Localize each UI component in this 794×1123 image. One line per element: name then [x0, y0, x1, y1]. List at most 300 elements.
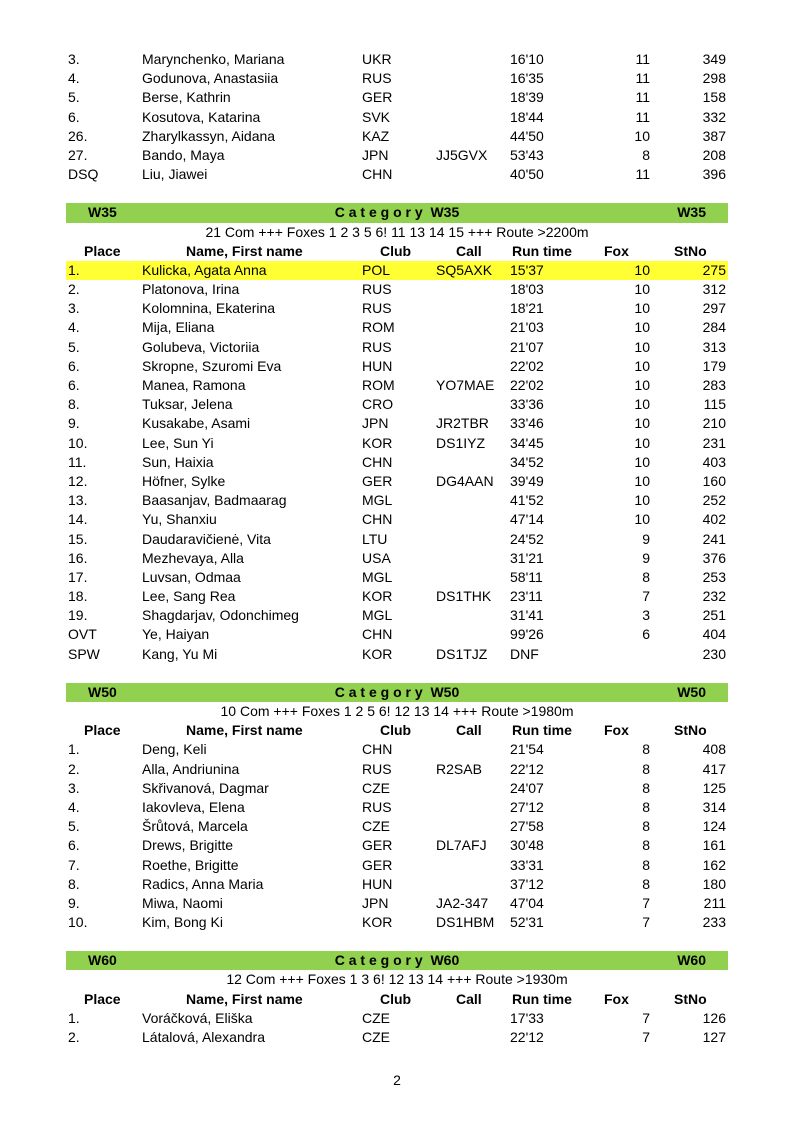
start-number-cell: 253: [702, 568, 726, 585]
start-number-cell: 252: [702, 492, 726, 509]
call-cell: DS1HBM: [436, 914, 495, 931]
name-cell: Mija, Eliana: [142, 319, 215, 336]
place-cell: 3.: [68, 51, 80, 67]
fox-cell: 8: [642, 856, 650, 873]
category-code-right: W50: [677, 683, 706, 700]
club-cell: JPN: [362, 146, 389, 163]
name-cell: Golubeva, Victoriia: [142, 338, 260, 355]
run-time-cell: 22'02: [510, 377, 544, 393]
run-time-cell: 31'21: [510, 549, 544, 566]
place-cell: 19.: [68, 607, 88, 624]
club-cell: SVK: [362, 108, 391, 125]
club-cell: UKR: [362, 51, 392, 67]
start-number-cell: 408: [702, 741, 726, 758]
name-cell: Sun, Haixia: [142, 453, 214, 470]
start-number-cell: 297: [702, 300, 726, 317]
category-code-center: W50: [430, 683, 460, 700]
place-cell: 6.: [68, 108, 80, 125]
run-time-cell: 34'52: [510, 453, 544, 470]
run-time-cell: 39'49: [510, 472, 544, 489]
category-word: C a t e g o r y: [334, 952, 423, 969]
start-number-cell: 284: [702, 319, 726, 336]
club-cell: CHN: [362, 511, 393, 528]
name-cell: Daudaravičienė, Vita: [142, 530, 271, 547]
call-cell: JR2TBR: [436, 415, 489, 432]
result-row: [66, 338, 728, 357]
run-time-cell: 17'33: [510, 1009, 544, 1026]
header-name: Name, First name: [186, 990, 303, 1007]
run-time-cell: 33'31: [510, 856, 544, 873]
club-cell: KAZ: [362, 127, 390, 144]
result-row: [66, 491, 728, 510]
header-call: Call: [456, 990, 482, 1007]
category-code-left: W60: [88, 952, 117, 969]
start-number-cell: 251: [702, 607, 726, 624]
start-number-cell: 230: [702, 645, 726, 662]
place-cell: 6.: [68, 837, 80, 854]
club-cell: HUN: [362, 875, 393, 892]
run-time-cell: 16'35: [510, 70, 544, 87]
header-place: Place: [84, 722, 121, 739]
call-cell: R2SAB: [436, 760, 482, 777]
run-time-cell: 33'46: [510, 415, 544, 432]
header-fox: Fox: [604, 242, 629, 259]
fox-cell: 11: [635, 89, 650, 106]
fox-cell: 10: [634, 300, 650, 317]
start-number-cell: 241: [702, 530, 726, 547]
run-time-cell: 18'21: [510, 300, 544, 317]
fox-cell: 7: [642, 1029, 650, 1045]
start-number-cell: 402: [702, 511, 726, 528]
start-number-cell: 162: [702, 856, 726, 873]
run-time-cell: 27'12: [510, 798, 544, 815]
start-number-cell: 233: [702, 914, 726, 931]
route-text: 21 Com +++ Foxes 1 2 3 5 6! 11 13 14 15 +++ Route >2200m: [205, 223, 589, 240]
result-row: [66, 376, 728, 395]
route-info: [66, 223, 728, 242]
club-cell: GER: [362, 89, 393, 106]
name-cell: Voráčková, Eliška: [142, 1009, 253, 1026]
result-row: [66, 146, 728, 165]
name-cell: Miwa, Naomi: [142, 894, 223, 911]
start-number-cell: 314: [702, 798, 726, 815]
place-cell: OVT: [68, 626, 97, 643]
category-code-right: W60: [677, 952, 706, 969]
start-number-cell: 387: [702, 127, 726, 144]
header-run-time: Run time: [512, 722, 572, 739]
place-cell: 26.: [68, 127, 88, 144]
category-bar: [66, 951, 728, 970]
run-time-cell: 18'44: [510, 108, 544, 125]
run-time-cell: 53'43: [510, 146, 544, 163]
club-cell: USA: [362, 549, 391, 566]
result-row: [66, 453, 728, 472]
place-cell: 2.: [68, 281, 80, 298]
club-cell: CHN: [362, 741, 393, 758]
result-row: [66, 472, 728, 491]
fox-cell: 11: [635, 51, 650, 67]
result-row: [66, 740, 728, 759]
name-cell: Manea, Ramona: [142, 377, 246, 393]
category-title: [66, 203, 728, 222]
run-time-cell: 41'52: [510, 492, 544, 509]
name-cell: Ye, Haiyan: [142, 626, 210, 643]
name-cell: Šrůtová, Marcela: [142, 818, 248, 835]
club-cell: KOR: [362, 434, 393, 451]
club-cell: GER: [362, 472, 393, 489]
place-cell: DSQ: [68, 166, 99, 183]
start-number-cell: 396: [702, 166, 726, 183]
start-number-cell: 275: [702, 261, 726, 278]
club-cell: RUS: [362, 281, 392, 298]
result-row: [66, 856, 728, 875]
header-run-time: Run time: [512, 242, 572, 259]
result-row: [66, 357, 728, 376]
header-fox: Fox: [604, 722, 629, 739]
results-page: [66, 50, 728, 1047]
fox-cell: 10: [634, 357, 650, 374]
name-cell: Látalová, Alexandra: [142, 1029, 265, 1045]
result-row: [66, 645, 728, 664]
fox-cell: 7: [642, 588, 650, 605]
start-number-cell: 332: [702, 108, 726, 125]
call-cell: DS1TJZ: [436, 645, 488, 662]
run-time-cell: 23'11: [510, 588, 543, 605]
place-cell: 14.: [68, 511, 88, 528]
result-row: [66, 414, 728, 433]
fox-cell: 10: [634, 127, 650, 144]
category-code-right: W35: [677, 204, 706, 221]
fox-cell: 8: [642, 568, 650, 585]
result-row: [66, 549, 728, 568]
run-time-cell: 22'12: [510, 1029, 544, 1045]
fox-cell: 8: [642, 837, 650, 854]
fox-cell: 10: [634, 472, 650, 489]
start-number-cell: 403: [702, 453, 726, 470]
place-cell: 5.: [68, 338, 80, 355]
club-cell: RUS: [362, 300, 392, 317]
route-info: [66, 702, 728, 721]
result-row: [66, 299, 728, 318]
name-cell: Zharylkassyn, Aidana: [142, 127, 276, 144]
header-place: Place: [84, 990, 121, 1007]
category-word: C a t e g o r y: [334, 204, 423, 221]
header-start-number: StNo: [674, 242, 707, 259]
result-row: [66, 587, 728, 606]
club-cell: HUN: [362, 357, 393, 374]
run-time-cell: 44'50: [510, 127, 544, 144]
place-cell: 13.: [68, 492, 88, 509]
result-row: [66, 280, 728, 299]
place-cell: 2.: [68, 1029, 80, 1045]
club-cell: RUS: [362, 338, 392, 355]
run-time-cell: 30'48: [510, 837, 544, 854]
category-word: C a t e g o r y: [334, 683, 423, 700]
route-text: 12 Com +++ Foxes 1 3 6! 12 13 14 +++ Route >1930m: [226, 971, 568, 988]
start-number-cell: 161: [702, 837, 726, 854]
header-club: Club: [380, 242, 412, 259]
result-row: [66, 69, 728, 88]
fox-cell: 8: [642, 760, 650, 777]
club-cell: JPN: [362, 415, 389, 432]
name-cell: Alla, Andriunina: [142, 760, 240, 777]
name-cell: Deng, Keli: [142, 741, 207, 758]
result-row: [66, 1009, 728, 1028]
place-cell: 4.: [68, 70, 80, 87]
header-start-number: StNo: [674, 722, 707, 739]
place-cell: 4.: [68, 798, 80, 815]
page-number: 2: [393, 1072, 401, 1088]
name-cell: Marynchenko, Mariana: [142, 51, 285, 67]
call-cell: DL7AFJ: [436, 837, 487, 854]
club-cell: MGL: [362, 492, 393, 509]
name-cell: Mezhevaya, Alla: [142, 549, 244, 566]
start-number-cell: 125: [702, 779, 726, 796]
name-cell: Skropne, Szuromi Eva: [142, 357, 282, 374]
result-row: [66, 50, 728, 69]
place-cell: 9.: [68, 894, 80, 911]
result-row: [66, 568, 728, 587]
name-cell: Baasanjav, Badmaarag: [142, 492, 287, 509]
name-cell: Iakovleva, Elena: [142, 798, 245, 815]
start-number-cell: 417: [702, 760, 726, 777]
result-row: [66, 836, 728, 855]
call-cell: SQ5AXK: [436, 261, 493, 278]
club-cell: CZE: [362, 779, 390, 796]
result-row: [66, 530, 728, 549]
club-cell: MGL: [362, 568, 393, 585]
name-cell: Kim, Bong Ki: [142, 914, 223, 931]
result-row: [66, 798, 728, 817]
place-cell: 11.: [68, 453, 87, 470]
place-cell: SPW: [68, 645, 100, 662]
header-start-number: StNo: [674, 990, 707, 1007]
place-cell: 10.: [68, 914, 88, 931]
result-row: [66, 318, 728, 337]
fox-cell: 8: [642, 818, 650, 835]
club-cell: GER: [362, 837, 393, 854]
fox-cell: 11: [635, 70, 650, 87]
place-cell: 8.: [68, 396, 80, 413]
column-header-row: [66, 721, 728, 740]
name-cell: Yu, Shanxiu: [142, 511, 217, 528]
place-cell: 12.: [68, 472, 88, 489]
club-cell: GER: [362, 856, 393, 873]
run-time-cell: 52'31: [510, 914, 544, 931]
place-cell: 9.: [68, 415, 80, 432]
name-cell: Kosutova, Katarina: [142, 108, 261, 125]
fox-cell: 8: [642, 146, 650, 163]
name-cell: Lee, Sang Rea: [142, 588, 236, 605]
category-title: [66, 951, 728, 970]
club-cell: CZE: [362, 1009, 390, 1026]
club-cell: LTU: [362, 530, 388, 547]
category-title: [66, 683, 728, 702]
call-cell: DS1IYZ: [436, 434, 486, 451]
category-code-left: W35: [88, 204, 117, 221]
fox-cell: 6: [642, 626, 650, 643]
start-number-cell: 376: [702, 549, 726, 566]
club-cell: JPN: [362, 894, 389, 911]
run-time-cell: 21'03: [510, 319, 544, 336]
start-number-cell: 313: [702, 338, 726, 355]
result-row: [66, 760, 728, 779]
name-cell: Skřivanová, Dagmar: [142, 779, 269, 796]
result-row: [66, 606, 728, 625]
fox-cell: 10: [634, 453, 650, 470]
club-cell: CHN: [362, 626, 393, 643]
run-time-cell: 22'12: [510, 760, 544, 777]
run-time-cell: 58'11: [510, 568, 543, 585]
fox-cell: 10: [634, 492, 650, 509]
start-number-cell: 180: [702, 875, 726, 892]
run-time-cell: 22'02: [510, 357, 544, 374]
column-header-row: [66, 990, 728, 1009]
header-name: Name, First name: [186, 242, 303, 259]
fox-cell: 7: [642, 914, 650, 931]
result-row: [66, 88, 728, 107]
fox-cell: 10: [634, 434, 650, 451]
name-cell: Berse, Kathrin: [142, 89, 231, 106]
name-cell: Bando, Maya: [142, 146, 225, 163]
start-number-cell: 298: [702, 70, 726, 87]
club-cell: RUS: [362, 70, 392, 87]
name-cell: Kulicka, Agata Anna: [142, 261, 267, 278]
run-time-cell: 21'54: [510, 741, 544, 758]
place-cell: 4.: [68, 319, 80, 336]
place-cell: 17.: [68, 568, 88, 585]
name-cell: Roethe, Brigitte: [142, 856, 239, 873]
run-time-cell: 34'45: [510, 434, 544, 451]
fox-cell: 8: [642, 875, 650, 892]
fox-cell: 11: [635, 108, 650, 125]
start-number-cell: 312: [702, 281, 726, 298]
place-cell: 8.: [68, 875, 80, 892]
fox-cell: 9: [642, 549, 650, 566]
route-info: [66, 970, 728, 989]
club-cell: CZE: [362, 818, 390, 835]
place-cell: 3.: [68, 300, 80, 317]
result-row: [66, 127, 728, 146]
place-cell: 6.: [68, 377, 80, 393]
name-cell: Lee, Sun Yi: [142, 434, 214, 451]
start-number-cell: 179: [702, 357, 726, 374]
place-cell: 6.: [68, 357, 80, 374]
header-place: Place: [84, 242, 121, 259]
fox-cell: 10: [634, 338, 650, 355]
start-number-cell: 283: [702, 377, 726, 393]
result-row: [66, 875, 728, 894]
club-cell: ROM: [362, 319, 395, 336]
run-time-cell: 18'03: [510, 281, 544, 298]
category-code-left: W50: [88, 683, 117, 700]
place-cell: 7.: [68, 856, 80, 873]
category-code-center: W60: [430, 952, 460, 969]
run-time-cell: DNF: [510, 645, 539, 662]
place-cell: 2.: [68, 760, 80, 777]
run-time-cell: 33'36: [510, 396, 544, 413]
start-number-cell: 115: [703, 396, 726, 413]
place-cell: 1.: [68, 261, 80, 278]
start-number-cell: 231: [702, 434, 726, 451]
run-time-cell: 31'41: [510, 607, 544, 624]
result-row-highlighted: [66, 261, 728, 280]
club-cell: ROM: [362, 377, 395, 393]
call-cell: JA2-347: [436, 894, 489, 911]
place-cell: 27.: [68, 146, 88, 163]
name-cell: Shagdarjav, Odonchimeg: [142, 607, 299, 624]
fox-cell: 8: [642, 741, 650, 758]
name-cell: Platonova, Irina: [142, 281, 240, 298]
name-cell: Liu, Jiawei: [142, 166, 208, 183]
header-club: Club: [380, 722, 412, 739]
place-cell: 18.: [68, 588, 88, 605]
fox-cell: 10: [634, 377, 650, 393]
result-row: [66, 894, 728, 913]
fox-cell: 7: [642, 1009, 650, 1026]
result-row: [66, 1028, 728, 1047]
name-cell: Kolomnina, Ekaterina: [142, 300, 276, 317]
start-number-cell: 210: [702, 415, 726, 432]
place-cell: 15.: [68, 530, 88, 547]
category-code-center: W35: [430, 204, 460, 221]
club-cell: MGL: [362, 607, 393, 624]
place-cell: 5.: [68, 89, 80, 106]
fox-cell: 3: [642, 607, 650, 624]
fox-cell: 10: [634, 319, 650, 336]
header-call: Call: [456, 242, 482, 259]
start-number-cell: 126: [702, 1009, 726, 1026]
result-row: [66, 434, 728, 453]
run-time-cell: 47'14: [510, 511, 544, 528]
run-time-cell: 27'58: [510, 818, 544, 835]
header-name: Name, First name: [186, 722, 303, 739]
start-number-cell: 232: [702, 588, 726, 605]
run-time-cell: 47'04: [510, 894, 544, 911]
start-number-cell: 127: [702, 1029, 726, 1045]
run-time-cell: 99'26: [510, 626, 544, 643]
result-row: [66, 108, 728, 127]
result-row: [66, 395, 728, 414]
run-time-cell: 16'10: [510, 51, 544, 67]
result-row: [66, 165, 728, 184]
club-cell: KOR: [362, 914, 393, 931]
place-cell: 10.: [68, 434, 88, 451]
call-cell: DG4AAN: [436, 472, 494, 489]
name-cell: Luvsan, Odmaa: [142, 568, 241, 585]
place-cell: 1.: [68, 741, 80, 758]
club-cell: CRO: [362, 396, 394, 413]
fox-cell: 10: [634, 261, 650, 278]
place-cell: 5.: [68, 818, 80, 835]
name-cell: Godunova, Anastasiia: [142, 70, 279, 87]
fox-cell: 10: [634, 396, 650, 413]
call-cell: JJ5GVX: [436, 146, 488, 163]
fox-cell: 8: [642, 798, 650, 815]
call-cell: YO7MAE: [436, 377, 495, 393]
header-call: Call: [456, 722, 482, 739]
club-cell: CHN: [362, 453, 393, 470]
run-time-cell: 15'37: [510, 261, 544, 278]
club-cell: CHN: [362, 166, 393, 183]
header-run-time: Run time: [512, 990, 572, 1007]
name-cell: Kang, Yu Mi: [142, 645, 218, 662]
run-time-cell: 21'07: [510, 338, 544, 355]
run-time-cell: 37'12: [510, 875, 544, 892]
category-bar: [66, 203, 728, 222]
run-time-cell: 24'07: [510, 779, 544, 796]
club-cell: RUS: [362, 760, 392, 777]
